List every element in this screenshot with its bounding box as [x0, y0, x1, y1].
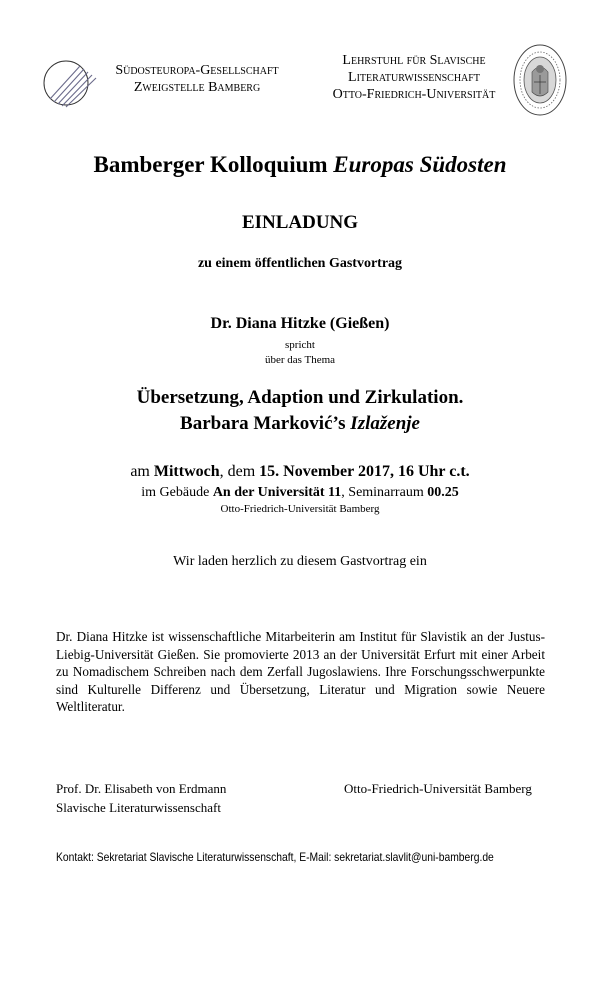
topic-line-2-italic: Izlaženje [350, 413, 420, 434]
date-datetime: 15. November 2017, 16 Uhr c.t. [259, 463, 470, 480]
speaker-bio: Dr. Diana Hitzke ist wissenschaftliche Mitarbeiterin am Institut für Slavistik an der Justus-Liebig-Universität Gießen. Sie promovierte 2013 an der Universität Erfurt mit einer Arbeit zu Nomadischem Schreiben nach dem Zerfall Jugoslawiens. Ihre Forschungsschwerpunkte sind Kulturelle Differenz und Übersetzung, Literatur und Migration sowie Neuere Weltliteratur. [56, 629, 545, 714]
talk-topic [0, 385, 600, 437]
topic-line-1: Übersetzung, Adaption und Zirkulation. [136, 387, 464, 408]
suedosteuropa-gesellschaft-logo [36, 58, 100, 108]
signature-left [56, 779, 226, 817]
signature-right: Otto-Friedrich-Universität Bamberg [344, 781, 532, 796]
header-left-text [111, 62, 283, 96]
location-room: 00.25 [427, 485, 459, 500]
contact-line: Kontakt: Sekretariat Slavische Literaturwissenschaft, E-Mail: sekretariat.slavlit@uni-bamberg.de [56, 850, 494, 864]
spricht-text: spricht [285, 339, 315, 351]
header-left-line-1: Südosteuropa-Gesellschaft [115, 63, 279, 78]
university-seal-icon [512, 42, 568, 118]
location-mid: , Seminarraum [341, 485, 428, 500]
university-name: Otto-Friedrich-Universität Bamberg [220, 503, 380, 515]
title-italic: Europas Südosten [333, 152, 507, 177]
speaker-name: Dr. Diana Hitzke (Gießen) [210, 315, 390, 332]
invitation-text: Wir laden herzlich zu diesem Gastvortrag ein [173, 554, 427, 569]
date-dem: , dem [219, 463, 260, 480]
subtitle: zu einem öffentlichen Gastvortrag [197, 256, 403, 271]
event-date [0, 462, 600, 482]
header-right-text [312, 52, 516, 103]
title-prefix: Bamberger Kolloquium [93, 152, 334, 177]
header-left-line-2: Zweigstelle Bamberg [133, 80, 261, 95]
ueber-thema-text: über das Thema [264, 354, 336, 366]
page-title [0, 150, 600, 180]
einladung-heading: EINLADUNG [241, 212, 359, 233]
location-building: An der Universität 11 [212, 485, 342, 500]
date-am: am [130, 463, 154, 480]
location-prefix: im Gebäude [141, 485, 213, 500]
topic-line-2-prefix: Barbara Marković’s [180, 413, 351, 434]
signature-left-dept: Slavische Literaturwissenschaft [56, 800, 221, 815]
signature-left-name: Prof. Dr. Elisabeth von Erdmann [56, 781, 227, 796]
header-right-line-1: Lehrstuhl für Slavische [342, 53, 486, 68]
date-weekday: Mittwoch [153, 463, 220, 480]
header-right-line-3: Otto-Friedrich-Universität [332, 87, 496, 102]
header-right-line-2: Literaturwissenschaft [348, 70, 480, 85]
event-location [0, 484, 600, 502]
topic-line-2 [0, 411, 600, 437]
